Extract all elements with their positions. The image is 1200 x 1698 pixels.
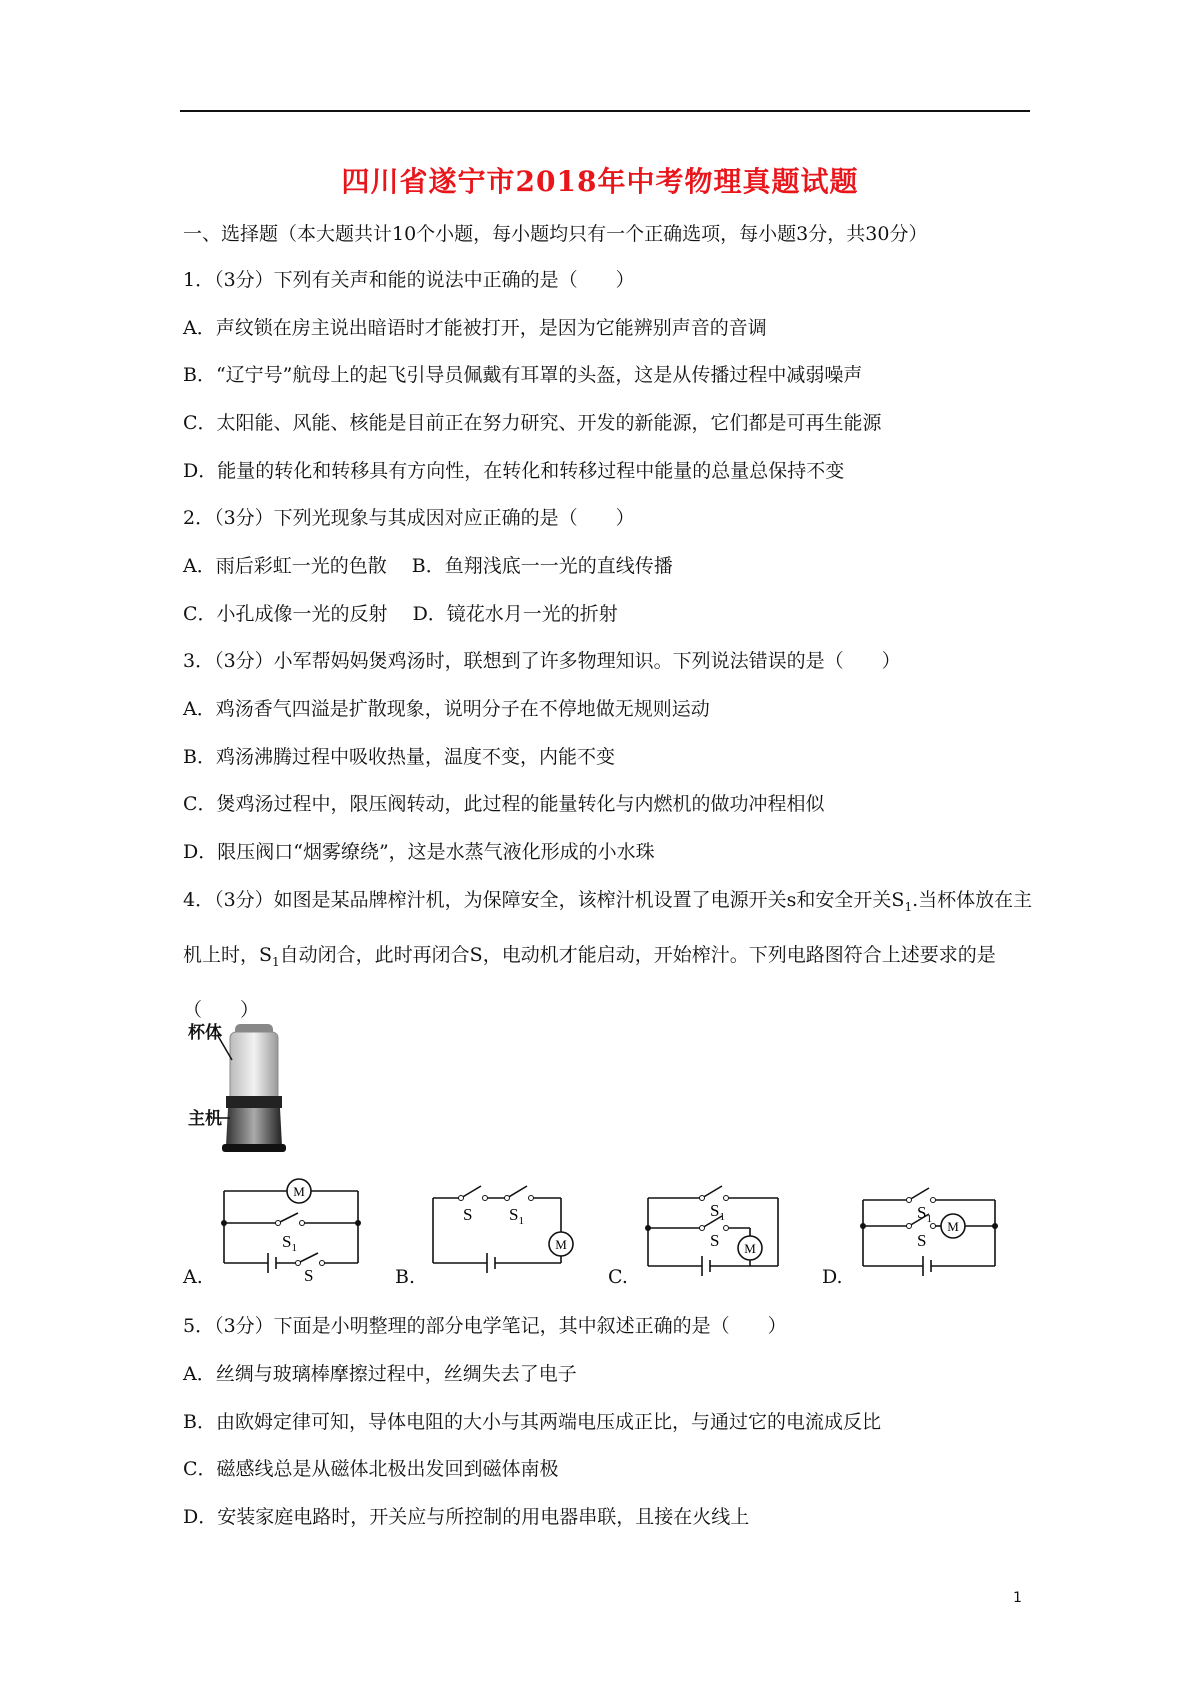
q3-option-b: B．鸡汤沸腾过程中吸收热量，温度不变，内能不变 — [183, 746, 615, 768]
switch-s-label: S — [463, 1205, 473, 1224]
switch-s-label: S — [917, 1231, 927, 1250]
circuit-c-letter: C. — [608, 1266, 628, 1288]
circuit-b — [425, 1178, 575, 1288]
section-heading: 一、选择题（本大题共计10个小题，每小题均只有一个正确选项，每小题3分，共30分） — [183, 223, 928, 245]
page-title: 四川省遂宁市2018年中考物理真题试题 — [341, 165, 859, 198]
q2-options-ab: A．雨后彩虹一光的色散 B．鱼翔浅底一一光的直线传播 — [183, 555, 673, 577]
switch-s1-label: $S_1$ — [509, 1205, 524, 1227]
motor-label: M — [744, 1241, 756, 1256]
q2-stem: 2．（3分）下列光现象与其成因对应正确的是（ ） — [183, 507, 635, 529]
switch-s-label: S — [710, 1231, 720, 1250]
circuit-d-letter: D. — [822, 1266, 843, 1288]
q5-option-b: B．由欧姆定律可知，导体电阻的大小与其两端电压成正比，与通过它的电流成反比 — [183, 1411, 881, 1433]
header-rule — [180, 110, 1030, 112]
motor-label: M — [947, 1219, 959, 1234]
page-number: 1 — [1013, 1590, 1022, 1606]
circuit-c — [640, 1178, 790, 1288]
q5-stem: 5．（3分）下面是小明整理的部分电学笔记，其中叙述正确的是（ ） — [183, 1315, 787, 1337]
switch-s1-label: $S_1$ — [917, 1203, 932, 1225]
switch-s1-label: $S_1$ — [710, 1201, 725, 1223]
circuit-d — [855, 1180, 1005, 1290]
q1-option-a: A．声纹锁在房主说出暗语时才能被打开，是因为它能辨别声音的音调 — [183, 317, 767, 339]
q1-option-d: D．能量的转化和转移具有方向性，在转化和转移过程中能量的总量总保持不变 — [183, 460, 845, 482]
q2-options-cd: C．小孔成像一光的反射 D．镜花水月一光的折射 — [183, 603, 618, 625]
q5-option-c: C．磁感线总是从磁体北极出发回到磁体南极 — [183, 1458, 559, 1480]
q1-option-c: C．太阳能、风能、核能是目前正在努力研究、开发的新能源，它们都是可再生能源 — [183, 412, 882, 434]
label-base: 主机 — [188, 1109, 222, 1129]
switch-s1-label: $S_1$ — [282, 1232, 297, 1254]
motor-label: M — [555, 1237, 567, 1252]
q4-stem: 4．（3分）如图是某品牌榨汁机，为保障安全，该榨汁机设置了电源开关s和安全开关$S_1$.当杯体放在主机上时，$S_1$自动闭合，此时再闭合S，电动机才能启动，开始榨汁。下列电路图符合上述要求的是（ ） — [183, 889, 1033, 1021]
label-cup: 杯体 — [188, 1023, 222, 1043]
q3-option-d: D．限压阀口“烟雾缭绕”，这是水蒸气液化形成的小水珠 — [183, 841, 655, 863]
q3-option-a: A．鸡汤香气四溢是扩散现象，说明分子在不停地做无规则运动 — [183, 698, 710, 720]
juicer-foot — [222, 1144, 286, 1152]
q3-stem: 3．（3分）小军帮妈妈煲鸡汤时，联想到了许多物理知识。下列说法错误的是（ ） — [183, 650, 901, 672]
q1-option-b: B．“辽宁号”航母上的起飞引导员佩戴有耳罩的头盔，这是从传播过程中减弱噪声 — [183, 364, 863, 386]
switch-s-label: S — [304, 1266, 314, 1283]
q5-option-d: D．安装家庭电路时，开关应与所控制的用电器串联，且接在火线上 — [183, 1506, 750, 1528]
q1-stem: 1．（3分）下列有关声和能的说法中正确的是（ ） — [183, 269, 635, 291]
q3-option-c: C．煲鸡汤过程中，限压阀转动，此过程的能量转化与内燃机的做功冲程相似 — [183, 793, 825, 815]
juicer-base — [226, 1108, 282, 1146]
juicer-collar — [226, 1096, 282, 1108]
juicer-cup — [230, 1032, 278, 1102]
circuit-a — [218, 1173, 368, 1283]
circuit-a-letter: A. — [183, 1266, 203, 1288]
q5-option-a: A．丝绸与玻璃棒摩擦过程中，丝绸失去了电子 — [183, 1363, 577, 1385]
motor-label: M — [293, 1184, 305, 1199]
circuit-b-letter: B. — [395, 1266, 416, 1288]
